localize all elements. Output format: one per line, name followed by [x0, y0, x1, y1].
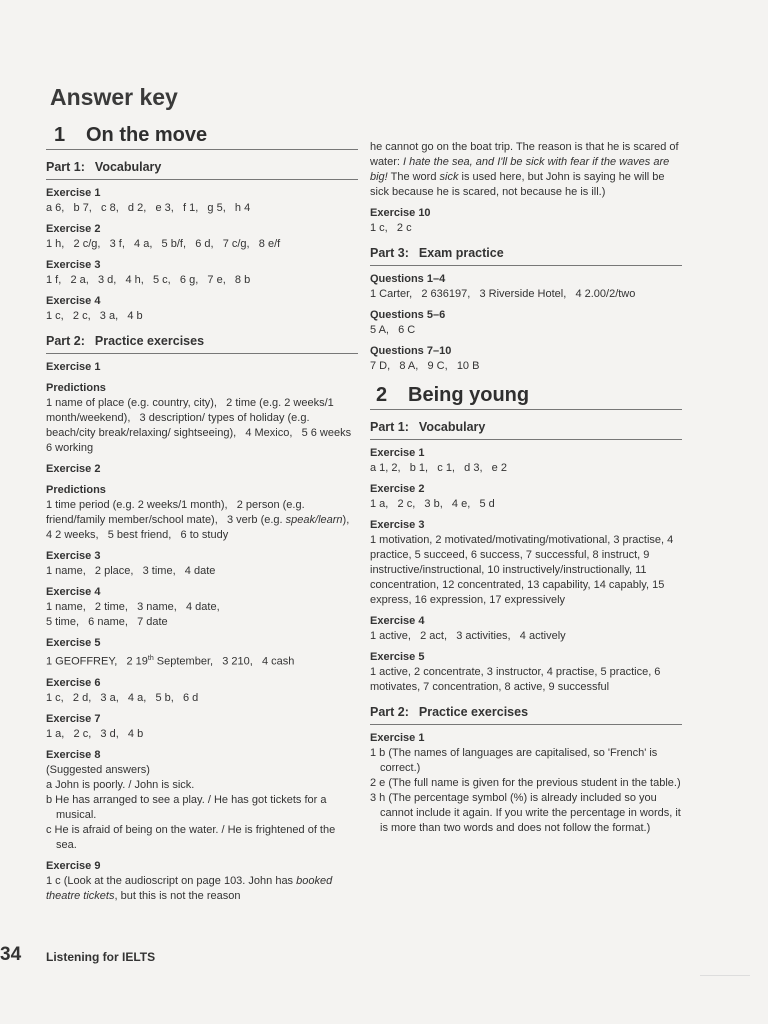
exercise-heading: Exercise 1 — [370, 732, 425, 744]
exercise-heading: Exercise 3 — [46, 259, 101, 271]
unit-2-heading — [370, 384, 682, 410]
unit-2-part-2-heading — [370, 705, 682, 725]
answer-item: 3 h (The percentage symbol (%) is already included so you cannot include it again. If you write the percentage in words, it is more than two words and does not follow the format.) — [370, 792, 681, 834]
answer-italic-text: booked theatre tickets — [46, 874, 333, 902]
part-label: Part 3: — [370, 246, 409, 260]
part-name: Vocabulary — [94, 160, 162, 174]
exercise-answers: 1 name, 2 time, 3 name, 4 date, — [46, 601, 220, 613]
exercise-heading: Exercise 3 — [370, 519, 425, 531]
part-name: Practice exercises — [418, 705, 529, 719]
answer-item: 1 b (The names of languages are capitalised, so 'French' is correct.) — [370, 747, 658, 774]
page-title: Answer key — [50, 84, 178, 110]
answer-item: 2 e (The full name is given for the previous student in the table.) — [370, 777, 681, 789]
book-title: Listening for IELTS — [46, 950, 156, 964]
footer-rule — [700, 975, 750, 976]
questions-heading: Questions 1–4 — [370, 273, 446, 285]
exercise-heading: Exercise 2 — [370, 483, 425, 495]
answer-text: is used here, but John is saying he will be sick because he is scared, not because he is ill.) — [370, 171, 665, 198]
answer-text: September, 3 210, 4 cash — [153, 655, 295, 668]
exercise-heading: Exercise 4 — [46, 586, 101, 598]
answer-item: c He is afraid of being on the water. / He is frightened of the sea. — [46, 823, 336, 851]
exercise-heading: Exercise 1 — [370, 447, 425, 459]
exercise-9-continued — [370, 140, 682, 200]
exercise-answers: 1 a, 2 c, 3 b, 4 e, 5 d — [370, 498, 495, 510]
part-name: Exam practice — [418, 246, 504, 260]
ordinal-suffix: th — [147, 655, 154, 662]
exercise-heading: Exercise 8 — [46, 748, 101, 761]
predictions-heading: Predictions — [46, 382, 106, 394]
exercise-heading: Exercise 4 — [370, 615, 425, 627]
exercise-answers — [46, 874, 358, 904]
exercise-answers: 7 D, 8 A, 9 C, 10 B — [370, 360, 480, 372]
questions-heading: Questions 7–10 — [370, 345, 452, 357]
unit-2-title: Being young — [408, 384, 530, 406]
unit-1-number: 1 — [54, 124, 66, 146]
answer-italic-text: speak/learn — [285, 514, 343, 526]
exercise-heading: Exercise 5 — [46, 637, 101, 649]
exercise-answers: 1 c, 2 d, 3 a, 4 a, 5 b, 6 d — [46, 691, 199, 704]
suggested-answers-note: (Suggested answers) — [46, 763, 150, 776]
exercise-answers: 1 name, 2 place, 3 time, 4 date — [46, 565, 216, 577]
answer-text: 1 time period (e.g. 2 weeks/1 month), 2 person (e.g. friend/family member/school mate), 3 verb (e.g. — [46, 499, 308, 526]
exercise-answers: 1 active, 2 act, 3 activities, 4 actively — [370, 630, 566, 642]
unit-1-part-1-heading — [46, 160, 358, 180]
exercise-answers: 5 A, 6 C — [370, 324, 416, 336]
page-number: 34 — [0, 944, 22, 965]
answer-text: ), 4 2 weeks, 5 best friend, 6 to study — [46, 514, 359, 541]
exercise-answers: 1 active, 2 concentrate, 3 instructor, 4 practise, 5 practice, 6 motivates, 7 concentration, 8 active, 9 successful — [370, 666, 661, 693]
answer-text: , but this is not the reason — [114, 889, 241, 902]
exercise-answers — [46, 651, 358, 670]
answer-item: b He has arranged to see a play. / He has got tickets for a musical. — [46, 793, 327, 821]
exercise-heading: Exercise 2 — [46, 223, 101, 235]
unit-2-number: 2 — [376, 384, 388, 406]
exercise-heading: Exercise 4 — [46, 295, 101, 307]
part-name: Practice exercises — [94, 334, 205, 348]
exercise-answers: 1 c, 2 c — [370, 222, 412, 234]
answer-text: 1 GEOFFREY, 2 19 — [46, 655, 148, 668]
exercise-answers: 1 Carter, 2 636197, 3 Riverside Hotel, 4 2.00/2/two — [370, 288, 636, 300]
exercise-heading: Exercise 9 — [46, 859, 101, 872]
exercise-answers: 5 time, 6 name, 7 date — [46, 616, 168, 628]
answer-text: 1 c (Look at the audioscript on page 103. John has — [46, 874, 297, 887]
exercise-answers: a 6, b 7, c 8, d 2, e 3, f 1, g 5, h 4 — [46, 202, 251, 214]
exercise-heading: Exercise 1 — [46, 361, 101, 373]
exercise-answers: 1 motivation, 2 motivated/motivating/motivational, 3 practise, 4 practice, 5 succeed, 6 success, 7 successful, 8 instruct, 9 instructive/instructional, 10 instructively/instructionally, 11 concentration, 12 concentrated, 13 capability, 14 capably, 15 express, 16 expression, 17 expressively — [370, 534, 674, 606]
exercise-heading: Exercise 6 — [46, 676, 101, 689]
part-label: Part 2: — [370, 705, 409, 719]
exercise-heading: Exercise 5 — [370, 651, 425, 663]
unit-2-part-1-heading — [370, 420, 682, 440]
exercise-heading: Exercise 10 — [370, 207, 431, 219]
exercise-heading: Exercise 2 — [46, 463, 101, 475]
exercise-answers: a 1, 2, b 1, c 1, d 3, e 2 — [370, 462, 507, 474]
unit-1-title: On the move — [86, 124, 208, 146]
questions-heading: Questions 5–6 — [370, 309, 446, 321]
answer-text: he cannot go on the boat trip. The reason is that he is scared of water: — [370, 141, 679, 168]
exercise-answers: 1 h, 2 c/g, 3 f, 4 a, 5 b/f, 6 d, 7 c/g, 8 e/f — [46, 238, 281, 250]
right-column — [370, 140, 682, 836]
part-name: Vocabulary — [418, 420, 486, 434]
left-column — [46, 124, 361, 904]
exercise-answers: 1 f, 2 a, 3 d, 4 h, 5 c, 6 g, 7 e, 8 b — [46, 274, 251, 286]
unit-1-part-3-heading — [370, 246, 682, 266]
answer-italic-text: I hate the sea, and I'll be sick with fear if the waves are big! — [370, 156, 670, 183]
exercise-answers: 1 c, 2 c, 3 a, 4 b — [46, 310, 143, 322]
unit-1-heading — [46, 124, 358, 150]
answer-item: a John is poorly. / John is sick. — [46, 778, 195, 791]
exercise-answers — [46, 498, 358, 543]
unit-1-part-2-heading — [46, 334, 358, 354]
exercise-answers: 1 a, 2 c, 3 d, 4 b — [46, 727, 144, 740]
exercise-answers: 1 name of place (e.g. country, city), 2 time (e.g. 2 weeks/1 month/weekend), 3 description/ types of holiday (e.g. beach/city break/relaxing/ sightseeing), 4 Mexico, 5 6 weeks 6 working — [46, 397, 361, 454]
exercise-heading: Exercise 1 — [46, 187, 101, 199]
part-label: Part 1: — [370, 420, 409, 434]
exercise-heading: Exercise 3 — [46, 550, 101, 562]
answer-text: The word — [387, 171, 440, 183]
predictions-heading: Predictions — [46, 484, 106, 496]
answer-italic-text: sick — [439, 171, 459, 183]
part-label: Part 1: — [46, 160, 85, 174]
exercise-heading: Exercise 7 — [46, 712, 101, 725]
part-label: Part 2: — [46, 334, 85, 348]
